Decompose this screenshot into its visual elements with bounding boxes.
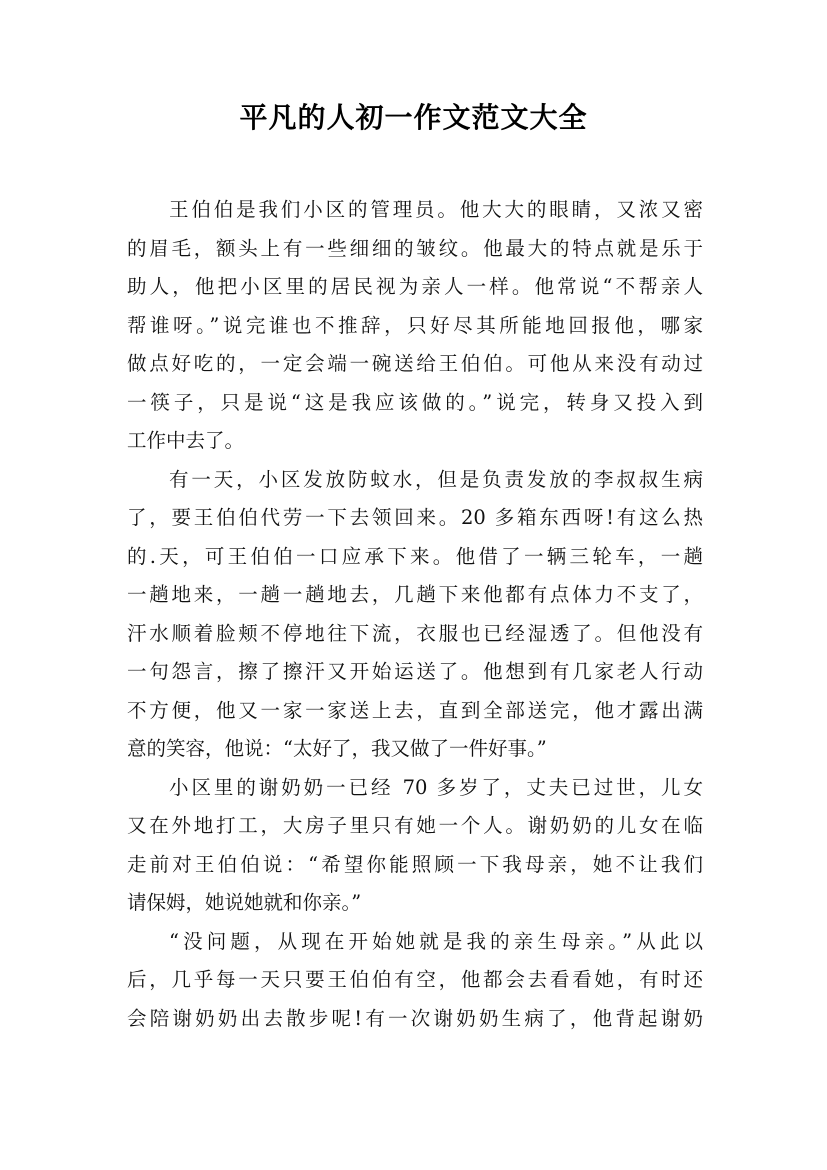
text-line: 工作中去了。	[127, 429, 245, 452]
text-line: 请保姆，她说她就和你亲。”	[127, 891, 362, 914]
document-title: 平凡的人初一作文范文大全	[239, 101, 588, 134]
text-line: 帮谁呀。”说完谁也不推辞，只好尽其所能地回报他，哪家	[127, 313, 703, 337]
text-line: 走前对王伯伯说：“希望你能照顾一下我母亲，她不让我们	[127, 852, 703, 876]
text-line: 不方便，他又一家一家送上去，直到全部送完，他才露出满	[127, 698, 703, 722]
text-line: 了，要王伯伯代劳一下去领回来。20 多箱东西呀!有这么热	[127, 506, 703, 529]
text-line: 的眉毛，额头上有一些细细的皱纹。他最大的特点就是乐于	[127, 236, 703, 260]
text-line: “没问题，从现在开始她就是我的亲生母亲。”从此以	[169, 929, 703, 953]
text-line: 有一天，小区发放防蚊水，但是负责发放的李叔叔生病	[169, 467, 703, 491]
text-line: 小区里的谢奶奶一已经 70 多岁了，丈夫已过世，儿女	[169, 775, 703, 799]
text-line: 后，几乎每一天只要王伯伯有空，他都会去看看她，有时还	[127, 968, 703, 991]
document-body	[127, 191, 703, 1038]
text-line: 助人，他把小区里的居民视为亲人一样。他常说“不帮亲人	[127, 275, 703, 298]
text-line: 一趟地来，一趟一趟地去，几趟下来他都有点体力不支了，	[127, 583, 703, 606]
text-line: 的.天，可王伯伯一口应承下来。他借了一辆三轮车，一趟	[127, 544, 703, 568]
text-line: 意的笑容，他说：“太好了，我又做了一件好事。”	[127, 737, 547, 760]
text-line: 一句怨言，擦了擦汗又开始运送了。他想到有几家老人行动	[127, 660, 703, 683]
text-line: 又在外地打工，大房子里只有她一个人。谢奶奶的儿女在临	[127, 814, 703, 837]
text-line: 汗水顺着脸颊不停地往下流，衣服也已经湿透了。但他没有	[127, 621, 703, 645]
text-line: 做点好吃的，一定会端一碗送给王伯伯。可他从来没有动过	[127, 352, 703, 375]
text-line: 会陪谢奶奶出去散步呢!有一次谢奶奶生病了，他背起谢奶	[127, 1006, 703, 1030]
text-line: 王伯伯是我们小区的管理员。他大大的眼睛，又浓又密	[169, 198, 703, 221]
text-line: 一筷子，只是说“这是我应该做的。”说完，转身又投入到	[127, 390, 703, 414]
